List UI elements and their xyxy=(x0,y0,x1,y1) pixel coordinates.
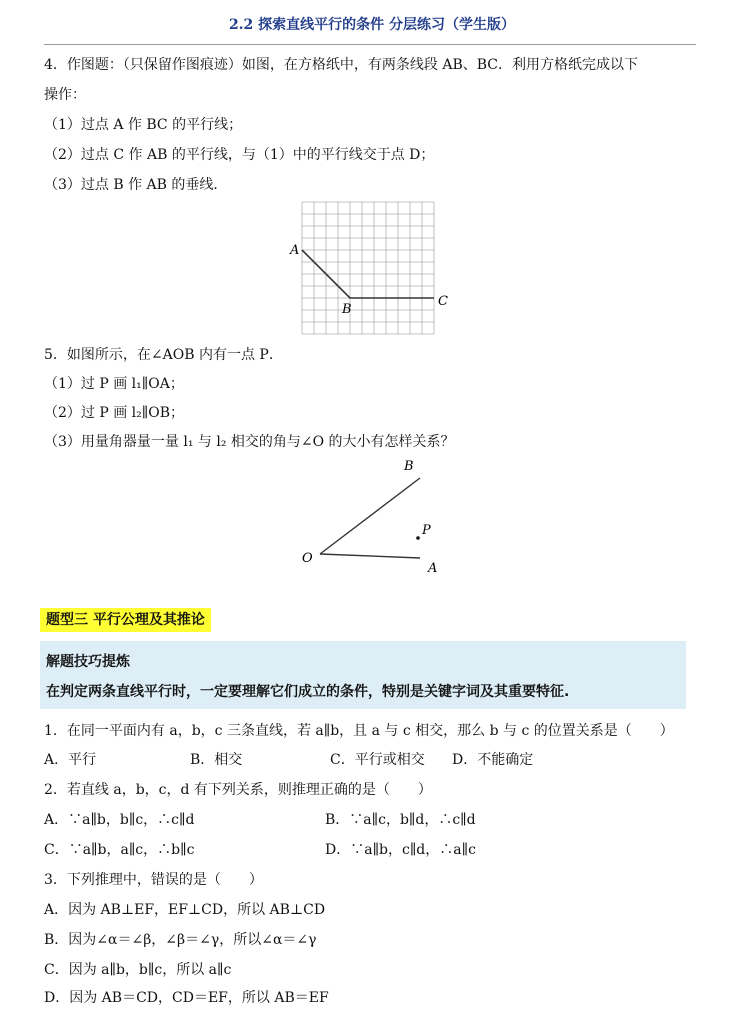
tips-title: 解题技巧提炼 xyxy=(46,654,130,670)
mc1-stem: 1．在同一平面内有 a，b，c 三条直线，若 a∥b，且 a 与 c 相交，那么 b 与 c 的位置关系是（ ） xyxy=(44,723,674,739)
q4-step3: （3）过点 B 作 AB 的垂线． xyxy=(44,177,228,193)
q5-step3: （3）用量角器量一量 l₁ 与 l₂ 相交的角与∠O 的大小有怎样关系？ xyxy=(44,434,455,450)
mc2-option-d: D．∵a∥b，c∥d，∴a∥c xyxy=(325,842,476,858)
section-tag: 题型三 平行公理及其推论 xyxy=(40,608,211,632)
tips-box xyxy=(40,641,686,709)
mc1-option-c: C．平行或相交 xyxy=(330,752,425,768)
q4-step1: （1）过点 A 作 BC 的平行线； xyxy=(44,117,243,133)
label-a: A xyxy=(428,561,438,576)
mc1-option-b: B．相交 xyxy=(190,752,243,768)
label-a: A xyxy=(290,243,300,258)
label-o: O xyxy=(302,551,313,566)
mc1-option-d: D．不能确定 xyxy=(452,752,534,768)
mc1-option-a: A．平行 xyxy=(44,752,97,768)
page-title: 2.2 探索直线平行的条件 分层练习（学生版） xyxy=(228,17,516,33)
mc3-option-c: C．因为 a∥b，b∥c，所以 a∥c xyxy=(44,962,232,978)
q5-step2: （2）过 P 画 l₂∥OB； xyxy=(44,405,184,421)
mc2-option-b: B．∵a∥c，b∥d，∴c∥d xyxy=(325,812,476,828)
q4-stem-line2: 操作： xyxy=(44,87,86,103)
ray-ob xyxy=(320,478,420,554)
tips-text: 在判定两条直线平行时，一定要理解它们成立的条件，特别是关键字词及其重要特征. xyxy=(46,684,570,700)
label-c: C xyxy=(438,294,448,309)
q5-step1: （1）过 P 画 l₁∥OA； xyxy=(44,376,184,392)
point-p xyxy=(416,536,420,540)
mc3-stem: 3．下列推理中，错误的是（ ） xyxy=(44,872,263,888)
label-b: B xyxy=(342,302,352,317)
ray-oa xyxy=(320,554,420,558)
mc2-option-a: A．∵a∥b，b∥c，∴c∥d xyxy=(44,812,195,828)
label-b: B xyxy=(404,459,414,474)
mc3-option-b: B．因为∠α＝∠β，∠β＝∠γ，所以∠α＝∠γ xyxy=(44,932,317,948)
q5-angle-figure xyxy=(290,452,450,577)
mc2-stem: 2．若直线 a，b，c，d 有下列关系，则推理正确的是（ ） xyxy=(44,782,432,798)
label-p: P xyxy=(422,523,431,538)
mc2-option-c: C．∵a∥b，a∥c，∴b∥c xyxy=(44,842,195,858)
grid-lines xyxy=(302,202,434,334)
header-divider xyxy=(44,44,696,45)
mc3-option-d: D．因为 AB＝CD，CD＝EF，所以 AB＝EF xyxy=(44,990,329,1006)
q4-grid-figure xyxy=(280,195,460,340)
q5-stem: 5．如图所示，在∠AOB 内有一点 P． xyxy=(44,347,283,363)
mc3-option-a: A．因为 AB⊥EF，EF⊥CD，所以 AB⊥CD xyxy=(44,902,326,918)
q4-step2: （2）过点 C 作 AB 的平行线，与（1）中的平行线交于点 D； xyxy=(44,147,435,163)
q4-stem-line1: 4．作图题：（只保留作图痕迹）如图，在方格纸中，有两条线段 AB、BC．利用方格纸完成以下 xyxy=(44,57,639,73)
